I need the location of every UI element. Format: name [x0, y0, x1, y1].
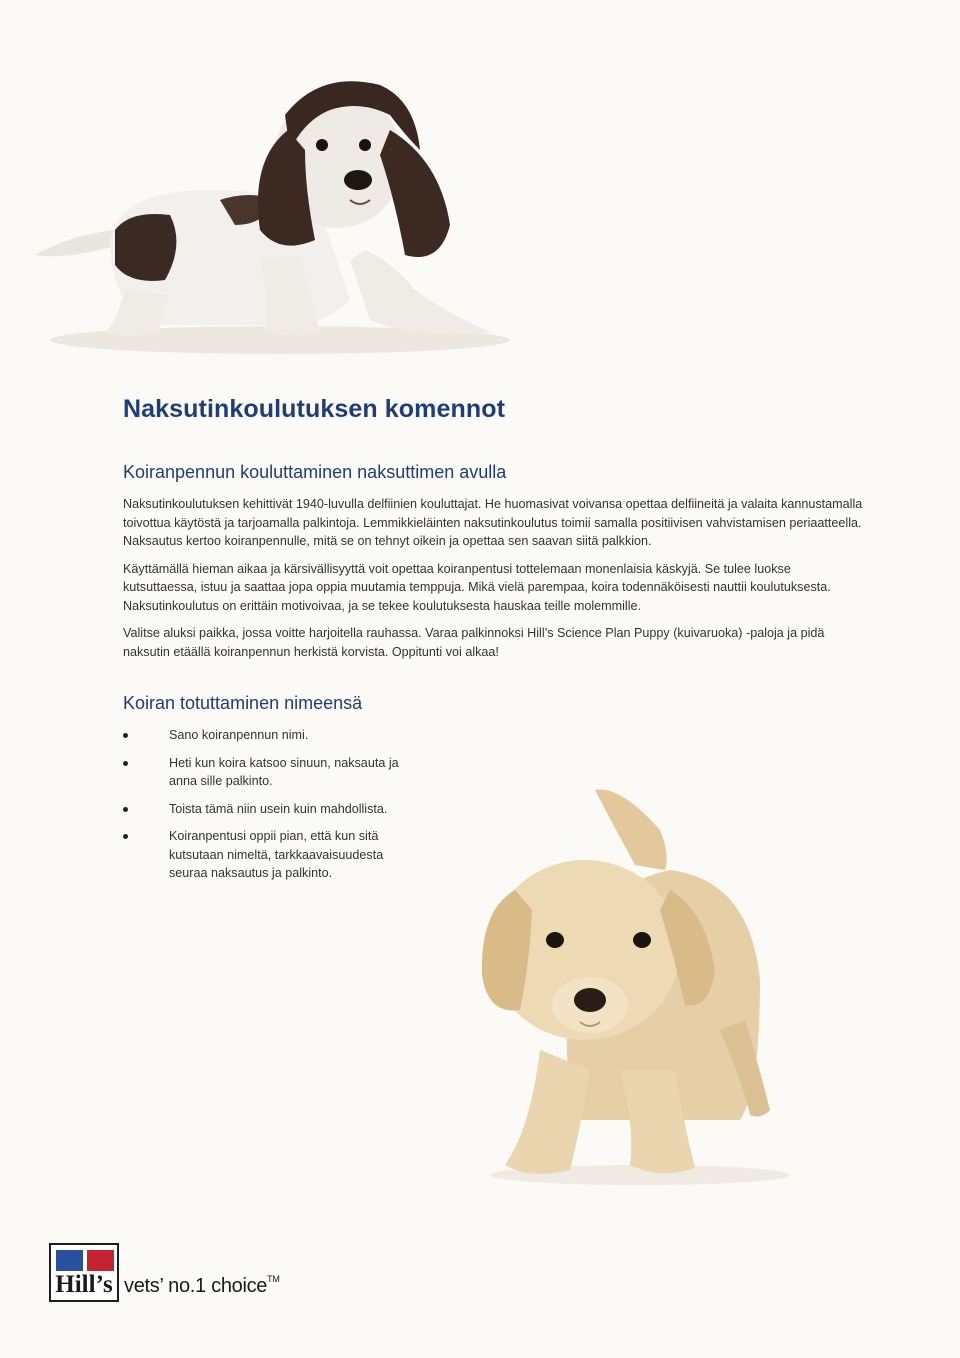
list-item-text: Heti kun koira katsoo sinuun, naksauta ja anna sille palkinto. [169, 755, 399, 788]
section-heading-clicker-training: Koiranpennun kouluttaminen naksuttimen avulla [123, 462, 507, 482]
paragraph: Valitse aluksi paikka, jossa voitte harjoitella rauhassa. Varaa palkinnoksi Hill’s Science Plan Puppy (kuivaruoka) -paloja ja pidä naksutin etäällä koiranpennun herkistä korvista. Oppitunti voi alkaa! [123, 626, 825, 659]
list-item [123, 754, 423, 791]
page-title: Naksutinkoulutuksen komennot [123, 395, 506, 423]
tagline-text: vets’ no.1 choice [124, 1275, 268, 1297]
bullet-icon [123, 807, 128, 812]
logo-red-square [87, 1250, 114, 1271]
spaniel-puppy-image [20, 40, 520, 370]
trademark-mark: TM [267, 1274, 280, 1284]
labrador-puppy-image [460, 770, 800, 1190]
bullet-icon [123, 834, 128, 839]
logo-wordmark: Hill’s [55, 1271, 113, 1298]
list-item [123, 827, 423, 883]
logo-blue-square [56, 1250, 83, 1271]
list-item-text: Sano koiranpennun nimi. [169, 728, 309, 742]
paragraph: Naksutinkoulutuksen kehittivät 1940-luvulla delfiinien kouluttajat. He huomasivat voivansa opettaa delfiineitä ja valaita kannustamalla toivottua käytöstä ja tarjoamalla palkintoja. Lemmikkieläinten naksutinkoulutus toimii samalla positiivisen vahvistamisen periaatteella. Naksautus kertoo koiranpennulle, mitä se on tehnyt oikein ja opettaa sen saavan siitä palkkion. [123, 497, 863, 548]
list-item [123, 726, 423, 745]
bullet-list [123, 726, 423, 883]
section-heading-name-training: Koiran totuttaminen nimeensä [123, 693, 363, 713]
hills-logo [49, 1243, 119, 1302]
bullet-icon [123, 733, 128, 738]
bullet-icon [123, 761, 128, 766]
paragraph: Käyttämällä hieman aikaa ja kärsivällisyyttä voit opettaa koiranpentusi tottelemaan monenlaisia käskyjä. Se tulee luokse kutsuttaessa, istuu ja saattaa jopa oppia muutamia temppuja. Mikä vielä parempaa, koira todennäköisesti nauttii koulutuksesta. Naksutinkoulutus on erittäin motivoivaa, ja se tekee koulutuksesta hauskaa teille molemmille. [123, 561, 831, 613]
list-item [123, 800, 423, 819]
list-item-text: Toista tämä niin usein kuin mahdollista. [169, 801, 388, 816]
list-item-text: Koiranpentusi oppii pian, että kun sitä kutsutaan nimeltä, tarkkaavaisuudesta seuraa naksautus ja palkinto. [169, 829, 384, 880]
brand-tagline [124, 1274, 280, 1298]
